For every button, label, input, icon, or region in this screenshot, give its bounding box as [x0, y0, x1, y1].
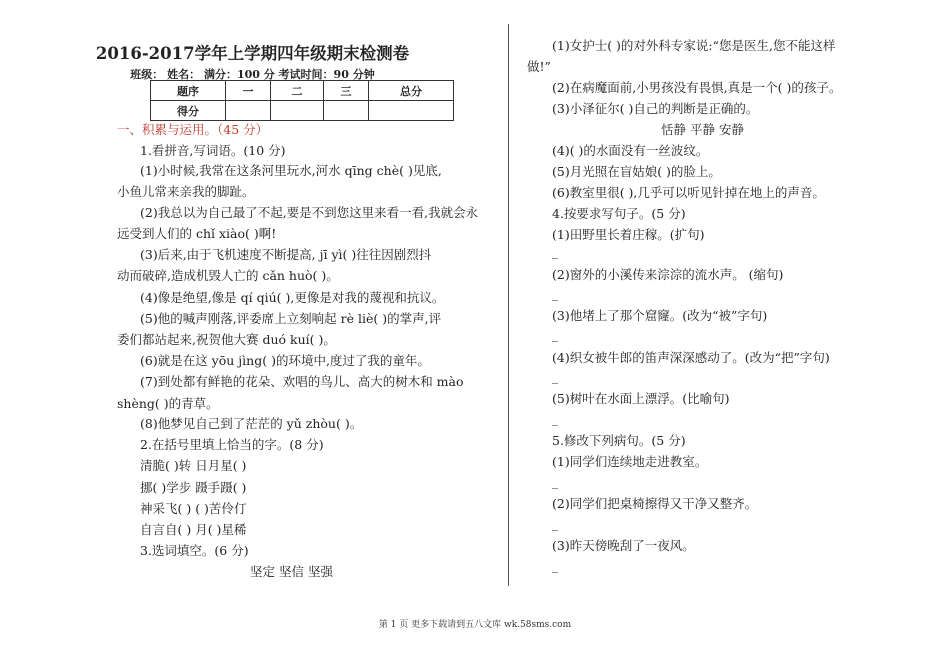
table-cell[interactable] [271, 101, 324, 121]
question-line: (7)到处都有鲜艳的花朵、欢唱的鸟儿、高大的树木和 mào [140, 374, 464, 389]
answer-line[interactable]: _ [552, 559, 558, 573]
question-line: (4)像是绝望,像是 qí qiú( ),更像是对我的蔑视和抗议。 [140, 290, 445, 305]
question-line: (4)( )的水面没有一丝波纹。 [552, 143, 709, 158]
question-line: (5)他的喊声刚落,评委席上立刻响起 rè liè( )的掌声,评 [140, 311, 442, 326]
answer-line[interactable]: _ [552, 517, 558, 531]
exam-info-line: 班级： 姓名： 满分：100 分 考试时间：90 分钟 [130, 68, 375, 81]
answer-line[interactable]: _ [552, 245, 558, 259]
question-line: (6)就是在这 yōu jìng( )的环境中,度过了我的童年。 [140, 353, 430, 368]
question-line: 神采飞( ) ( )苦伶仃 [140, 501, 247, 516]
table-cell: 三 [324, 81, 369, 101]
column-divider [508, 24, 509, 586]
table-cell: 二 [271, 81, 324, 101]
question-line: (3)后来,由于飞机速度不断提高, jī yì( )往往因剧烈抖 [140, 247, 432, 262]
word-choice-line: 坚定 坚信 坚强 [250, 564, 333, 579]
question-line: 清脆( )转 日月星( ) [140, 458, 247, 473]
question-line: shèng( )的青草。 [117, 396, 219, 411]
question-line: 挪( )学步 蹑手蹑( ) [140, 480, 247, 495]
question-heading: 5.修改下列病句。(5 分) [552, 433, 686, 448]
answer-line[interactable]: _ [552, 287, 558, 301]
table-cell: 得分 [151, 101, 226, 121]
question-line: (6)教室里很( ),几乎可以听见针掉在地上的声音。 [552, 185, 825, 200]
question-line: (2)同学们把桌椅擦得又干净又整齐。 [552, 496, 758, 511]
exam-title: 2016-2017学年上学期四年级期末检测卷 [95, 44, 410, 63]
answer-line[interactable]: _ [552, 370, 558, 384]
page-footer: 第 1 页 更多下载请到五八文库 wk.58sms.com [378, 620, 572, 630]
question-heading: 2.在括号里填上恰当的字。(8 分) [140, 437, 324, 452]
question-line: 小鱼儿常来亲我的脚趾。 [117, 184, 255, 199]
question-line: (2)窗外的小溪传来淙淙的流水声。 (缩句) [552, 267, 784, 282]
table-cell[interactable] [226, 101, 271, 121]
word-choice-line: 恬静 平静 安静 [661, 122, 744, 137]
answer-line[interactable]: _ [552, 475, 558, 489]
question-line: (1)女护士( )的对外科专家说:“您是医生,您不能这样 [552, 38, 836, 53]
question-line: 自言自( ) 月( )星稀 [140, 522, 247, 537]
question-line: (5)月光照在盲姑娘( )的脸上。 [552, 164, 721, 179]
question-heading: 3.选词填空。(6 分) [140, 543, 249, 558]
table-cell[interactable] [369, 101, 454, 121]
question-line: (4)织女被牛郎的笛声深深感动了。(改为“把”字句) [552, 350, 830, 365]
answer-line[interactable]: _ [552, 412, 558, 426]
question-line: (5)树叶在水面上漂浮。(比喻句) [552, 391, 730, 406]
question-line: (1)同学们连续地走进教室。 [552, 454, 708, 469]
score-table-score-row [151, 101, 454, 121]
question-line: (2)在病魔面前,小男孩没有畏惧,真是一个( )的孩子。 [552, 80, 842, 95]
question-heading: 1.看拼音,写词语。(10 分) [140, 143, 286, 158]
question-line: (3)昨天傍晚刮了一夜风。 [552, 538, 695, 553]
question-heading: 4.按要求写句子。(5 分) [552, 206, 686, 221]
question-line: (3)小泽征尔( )自己的判断是正确的。 [552, 101, 759, 116]
question-line: 做!” [527, 59, 551, 74]
table-cell: 一 [226, 81, 271, 101]
table-cell: 总分 [369, 81, 454, 101]
question-line: (2)我总以为自己最了不起,要是不到您这里来看一看,我就会永 [140, 205, 479, 220]
question-line: 动而破碎,造成机毁人亡的 cǎn huò( )。 [117, 268, 339, 283]
answer-line[interactable]: _ [552, 328, 558, 342]
question-line: 委们都站起来,祝贺他大赛 duó kuí( )。 [117, 332, 336, 347]
question-line: (1)小时候,我常在这条河里玩水,河水 qīng chè( )见底, [140, 163, 442, 178]
question-line: (8)他梦见自己到了茫茫的 yǔ zhòu( )。 [140, 416, 363, 431]
section-heading: 一、积累与运用。（45 分） [117, 122, 269, 137]
question-line: (1)田野里长着庄稼。(扩句) [552, 227, 705, 242]
question-line: (3)他堵上了那个窟窿。(改为“被”字句) [552, 308, 768, 323]
question-line: 远受到人们的 chǐ xiào( )啊! [117, 226, 277, 241]
score-table [150, 80, 454, 121]
table-cell[interactable] [324, 101, 369, 121]
table-cell: 题序 [151, 81, 226, 101]
score-table-header-row [151, 81, 454, 101]
